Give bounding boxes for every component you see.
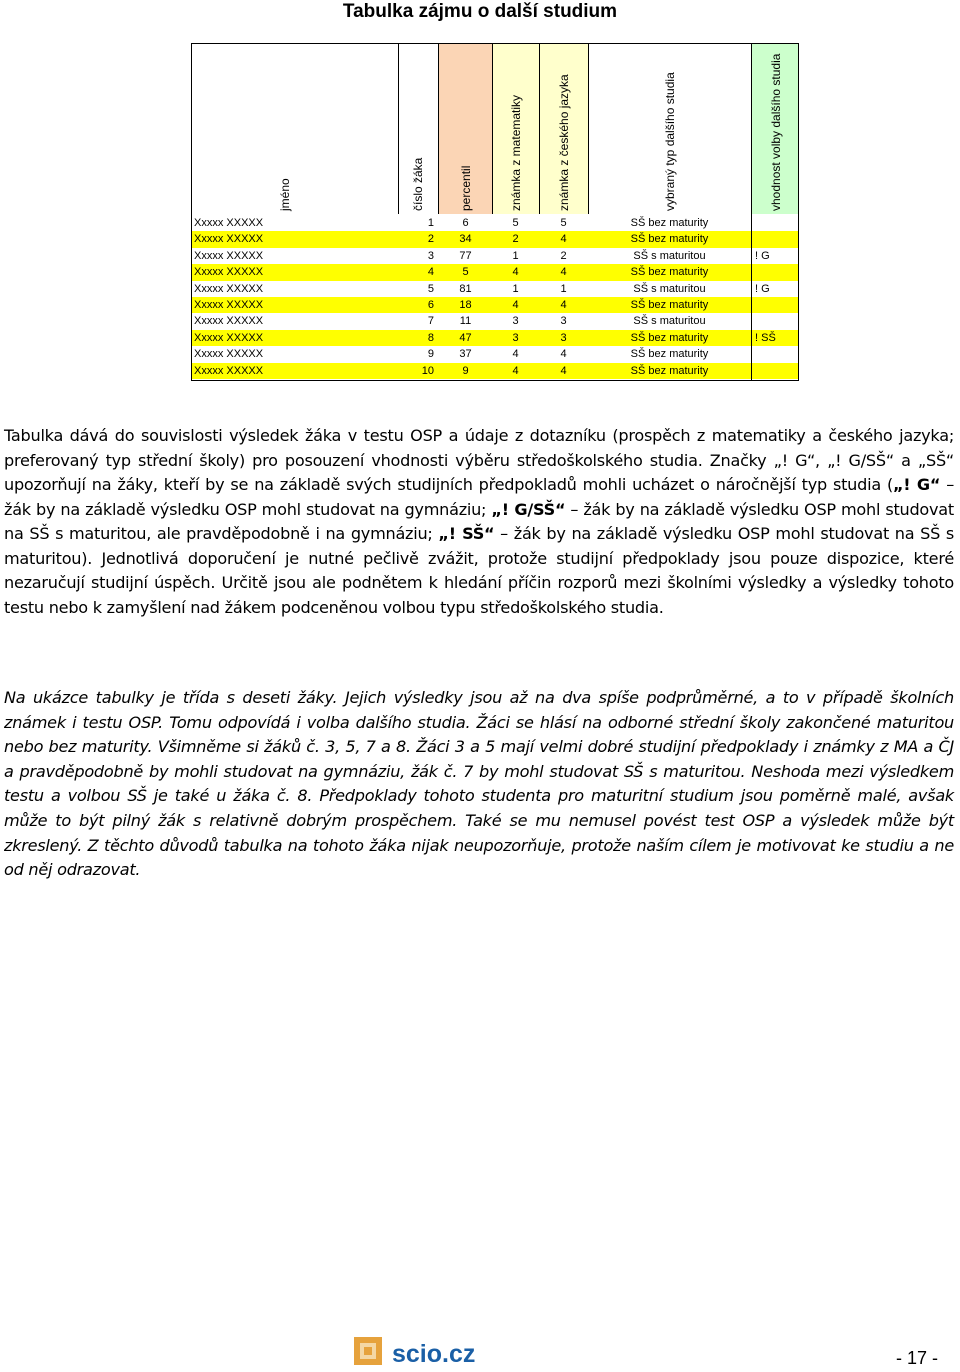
cell-cz: 1 bbox=[560, 282, 567, 295]
cell-pct: 9 bbox=[462, 364, 469, 377]
page-number: - 17 - bbox=[896, 1348, 939, 1368]
cell-pct: 6 bbox=[462, 217, 469, 229]
cell-flag: ! G bbox=[755, 282, 770, 295]
cell-chosen: SŠ bez maturity bbox=[630, 266, 709, 279]
cell-cz: 4 bbox=[560, 364, 567, 377]
header-chosen-label: vybraný typ dalšího studia bbox=[662, 72, 677, 211]
table-row bbox=[191, 248, 799, 264]
cell-math: 1 bbox=[512, 249, 519, 262]
table-row bbox=[191, 330, 799, 346]
cell-pct: 81 bbox=[459, 282, 472, 295]
mark-g-ss: „! G/SŠ“ bbox=[491, 499, 566, 519]
mark-ss: „! SŠ“ bbox=[438, 524, 495, 543]
cell-no: 10 bbox=[421, 364, 434, 377]
cell-flag: ! SŠ bbox=[755, 331, 776, 344]
header-student-no-label: číslo žáka bbox=[411, 157, 425, 211]
cell-flag bbox=[755, 264, 799, 280]
cell-name: Xxxxx XXXXX bbox=[194, 217, 264, 229]
example-paragraph: Na ukázce tabulky je třída s deseti žáky. Jejich výsledky jsou až na dva spíše podprůměrné, a to v případě školních známek i testu OSP. Tomu odpovídá i volba dalšího studia. Žáci se hlásí na odborné střední školy zakončené maturitou nebo bez maturity. Všimněme si žáků č. 3, 5, 7 a 8. Žáci 3 a 5 mají velmi dobré studijní předpoklady i známky z MA a ČJ a pravděpodobně by mohli studovat na gymnáziu, žák č. 7 by mohl studovat SŠ s maturitou. Neshoda mezi výsledkem testu a volbou SŠ je také u žáka č. 8. Předpoklady tohoto studenta pro maturitní studium jsou poměrně malé, avšak může to být pilný žák s relativně dobrým prospěchem. Také se mu nemusel povést test OSP a výsledek může být zkreslený. Z těchto důvodů tabulka na tohoto žáka nijak neupozorňuje, protože naším cílem je motivovat ke studiu a ne od něj odrazovat. bbox=[4, 688, 954, 880]
header-name-label: jméno bbox=[277, 178, 292, 211]
page-title: Tabulka zájmu o další studium bbox=[342, 1, 618, 22]
cell-no: 5 bbox=[427, 282, 434, 295]
header-student-no bbox=[398, 43, 438, 214]
cell-math: 4 bbox=[512, 364, 519, 377]
header-math bbox=[492, 43, 539, 214]
cell-flag bbox=[755, 313, 799, 329]
cell-pct: 37 bbox=[459, 348, 472, 361]
cell-flag bbox=[755, 297, 799, 313]
cell-no: 2 bbox=[427, 233, 434, 246]
cell-math: 1 bbox=[512, 282, 519, 295]
scio-logo-text: scio.cz bbox=[392, 1340, 476, 1368]
cell-cz: 4 bbox=[560, 233, 567, 246]
cell-name: Xxxxx XXXXX bbox=[194, 299, 264, 311]
cell-pct: 47 bbox=[459, 331, 472, 344]
cell-chosen: SŠ bez maturity bbox=[630, 217, 709, 229]
cell-flag bbox=[755, 363, 799, 379]
header-suitability bbox=[752, 43, 799, 214]
cell-pct: 18 bbox=[459, 299, 472, 311]
cell-cz: 3 bbox=[560, 331, 567, 344]
cell-name: Xxxxx XXXXX bbox=[194, 364, 264, 377]
table-row bbox=[191, 231, 799, 247]
table-row bbox=[191, 346, 799, 362]
cell-no: 7 bbox=[427, 315, 434, 328]
cell-chosen: SŠ s maturitou bbox=[633, 249, 706, 262]
cell-cz: 5 bbox=[560, 217, 567, 229]
scio-logo bbox=[354, 1334, 514, 1368]
explanation-text-3: – žák by na základě výsledku OSP mohl studovat na SŠ s maturitou, ale pravděpodobně i na gymnáziu; bbox=[4, 499, 954, 543]
cell-flag bbox=[755, 346, 799, 362]
cell-pct: 77 bbox=[459, 249, 472, 262]
cell-no: 4 bbox=[427, 266, 434, 279]
cell-math: 4 bbox=[512, 266, 519, 279]
cell-name: Xxxxx XXXXX bbox=[194, 348, 264, 361]
cell-name: Xxxxx XXXXX bbox=[194, 266, 264, 279]
cell-no: 8 bbox=[427, 331, 434, 344]
cell-math: 4 bbox=[512, 348, 519, 361]
cell-flag bbox=[755, 231, 799, 247]
cell-math: 2 bbox=[512, 233, 519, 246]
explanation-text-1: Tabulka dává do souvislosti výsledek žáka v testu OSP a údaje z dotazníku (prospěch z matematiky a českého jazyka; preferovaný typ střední školy) pro posouzení vhodnosti výběru středoškolského studia. Značky „! G“, „! G/SŠ“ a „SŠ“ upozorňují na žáky, kteří by se na základě svých studijních předpokladů mohli ucházet o náročnější typ studia ( bbox=[4, 426, 954, 494]
cell-math: 5 bbox=[512, 217, 519, 229]
explanation-text-4: – žák by na základě výsledku OSP mohl studovat na SŠ s maturitou). Jednotlivá doporučení je nutné pečlivě zvážit, protože studijní předpoklady jsou pouze dispozice, které nezaručují studijní úspěch. Určitě jsou ale podnětem k hledání příčin rozporů mezi školními výsledky a výsledky tohoto testu nebo k zamyšlení nad žákem podceněnou volbou typu středoškolského studia. bbox=[4, 524, 954, 617]
table-row bbox=[191, 215, 799, 231]
cell-chosen: SŠ s maturitou bbox=[633, 315, 706, 328]
cell-chosen: SŠ bez maturity bbox=[630, 364, 709, 377]
table-row bbox=[191, 281, 799, 297]
cell-flag bbox=[755, 215, 799, 231]
cell-math: 3 bbox=[512, 315, 519, 328]
header-name bbox=[191, 43, 398, 214]
cell-no: 1 bbox=[427, 217, 434, 229]
header-chosen bbox=[588, 43, 751, 214]
cell-chosen: SŠ bez maturity bbox=[630, 331, 709, 344]
scio-logo-icon bbox=[354, 1334, 514, 1368]
explanation-paragraph bbox=[4, 424, 954, 620]
cell-pct: 5 bbox=[462, 266, 469, 279]
cell-pct: 34 bbox=[459, 233, 472, 246]
cell-no: 6 bbox=[427, 299, 434, 311]
cell-cz: 4 bbox=[560, 299, 567, 311]
header-czech bbox=[539, 43, 588, 214]
cell-cz: 4 bbox=[560, 348, 567, 361]
table-row bbox=[191, 313, 799, 329]
cell-pct: 11 bbox=[459, 315, 472, 328]
cell-chosen: SŠ bez maturity bbox=[630, 299, 709, 311]
cell-name: Xxxxx XXXXX bbox=[194, 282, 264, 295]
header-percentile bbox=[439, 43, 492, 214]
cell-name: Xxxxx XXXXX bbox=[194, 331, 264, 344]
header-math-label: známka z matematiky bbox=[508, 94, 523, 211]
cell-cz: 2 bbox=[560, 249, 567, 262]
header-czech-label: známka z českého jazyka bbox=[556, 74, 571, 211]
cell-no: 3 bbox=[427, 249, 434, 262]
mark-g: „! G“ bbox=[892, 475, 941, 494]
cell-cz: 3 bbox=[560, 315, 567, 328]
table-row bbox=[191, 363, 799, 379]
cell-name: Xxxxx XXXXX bbox=[194, 315, 264, 328]
cell-math: 3 bbox=[512, 331, 519, 344]
cell-chosen: SŠ s maturitou bbox=[633, 282, 706, 295]
cell-math: 4 bbox=[512, 299, 519, 311]
cell-name: Xxxxx XXXXX bbox=[194, 249, 264, 262]
table-row bbox=[191, 264, 799, 280]
header-percentile-label: percentil bbox=[458, 165, 473, 211]
cell-chosen: SŠ bez maturity bbox=[630, 348, 709, 361]
explanation-text-2: – žák by na základě výsledku OSP mohl studovat na gymnáziu; bbox=[4, 475, 955, 519]
cell-flag: ! G bbox=[755, 249, 770, 262]
cell-name: Xxxxx XXXXX bbox=[194, 233, 264, 246]
cell-chosen: SŠ bez maturity bbox=[630, 233, 709, 246]
cell-cz: 4 bbox=[560, 266, 567, 279]
cell-no: 9 bbox=[427, 348, 434, 361]
student-interest-table bbox=[191, 43, 799, 381]
header-suitability-label: vhodnost volby dalšího studia bbox=[768, 53, 783, 211]
table-row bbox=[191, 297, 799, 313]
